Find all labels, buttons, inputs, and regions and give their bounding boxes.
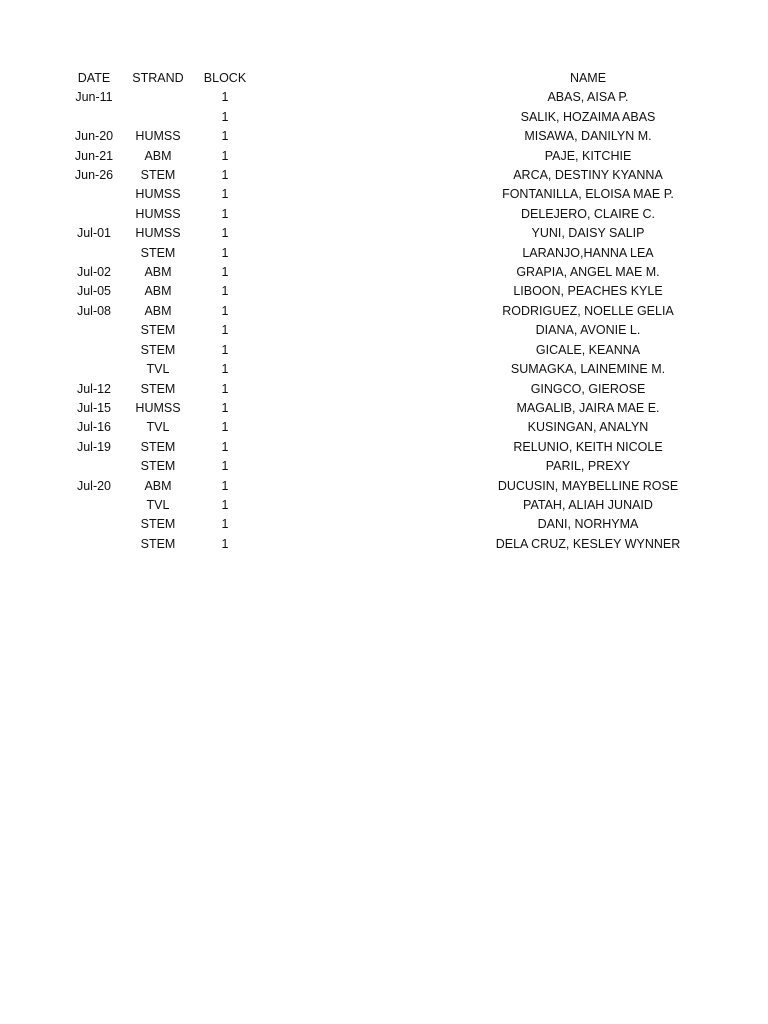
block-cell: 1 <box>221 517 229 532</box>
block-cell: 1 <box>221 362 229 377</box>
spacer-cell <box>263 418 443 437</box>
date-cell: Jul-20 <box>76 478 112 493</box>
spacer-cell <box>263 88 443 107</box>
strand-cell: HUMSS <box>135 129 181 144</box>
strand-cell: HUMSS <box>135 206 181 221</box>
name-cell: PARIL, PREXY <box>545 459 631 474</box>
block-cell: 1 <box>221 342 229 357</box>
date-cell <box>59 457 129 476</box>
table-row <box>59 166 733 185</box>
date-cell <box>59 535 129 554</box>
spacer-cell <box>263 147 443 166</box>
strand-cell: STEM <box>140 168 176 183</box>
block-cell: 1 <box>221 284 229 299</box>
date-cell <box>59 341 129 360</box>
date-cell: Jul-01 <box>76 226 112 241</box>
strand-cell: ABM <box>144 478 172 493</box>
name-cell: GICALE, KEANNA <box>535 342 641 357</box>
spacer-cell <box>263 185 443 204</box>
spacer-cell <box>263 360 443 379</box>
spacer-cell <box>263 282 443 301</box>
spacer-cell <box>263 205 443 224</box>
student-roster-table <box>59 69 733 554</box>
strand-cell: TVL <box>146 497 170 512</box>
table-row <box>59 224 733 243</box>
table-row <box>59 244 733 263</box>
table-row <box>59 457 733 476</box>
block-cell: 1 <box>221 265 229 280</box>
date-cell: Jul-05 <box>76 284 112 299</box>
block-cell: 1 <box>221 129 229 144</box>
strand-cell: HUMSS <box>135 226 181 241</box>
block-cell: 1 <box>221 400 229 415</box>
table-row <box>59 360 733 379</box>
table-row <box>59 380 733 399</box>
name-cell: DIANA, AVONIE L. <box>535 323 641 338</box>
table-row <box>59 282 733 301</box>
strand-cell: STEM <box>140 245 176 260</box>
strand-cell: ABM <box>144 265 172 280</box>
block-cell: 1 <box>221 536 229 551</box>
strand-cell: STEM <box>140 381 176 396</box>
table-row <box>59 418 733 437</box>
name-cell: ARCA, DESTINY KYANNA <box>513 168 663 183</box>
table-body <box>59 88 733 554</box>
spacer-cell <box>263 127 443 146</box>
block-cell: 1 <box>221 148 229 163</box>
date-cell <box>59 515 129 534</box>
date-cell <box>59 205 129 224</box>
table-row <box>59 477 733 496</box>
name-cell: FONTANILLA, ELOISA MAE P. <box>502 187 674 202</box>
date-cell: Jul-12 <box>76 381 112 396</box>
date-cell: Jul-15 <box>76 400 112 415</box>
spacer-cell <box>263 108 443 127</box>
block-cell: 1 <box>221 168 229 183</box>
table-row <box>59 496 733 515</box>
name-cell: DELEJERO, CLAIRE C. <box>520 206 656 221</box>
date-cell: Jun-21 <box>74 148 114 163</box>
date-cell <box>59 360 129 379</box>
date-cell <box>59 185 129 204</box>
spacer-cell <box>263 438 443 457</box>
strand-cell: STEM <box>140 342 176 357</box>
name-cell: RODRIGUEZ, NOELLE GELIA <box>502 303 674 318</box>
spacer-cell <box>263 496 443 515</box>
block-cell: 1 <box>221 206 229 221</box>
block-cell: 1 <box>221 187 229 202</box>
block-cell: 1 <box>221 478 229 493</box>
table-row <box>59 438 733 457</box>
column-header-date: DATE <box>77 71 111 85</box>
block-cell: 1 <box>221 420 229 435</box>
block-cell: 1 <box>221 497 229 512</box>
block-cell: 1 <box>221 439 229 454</box>
block-cell: 1 <box>221 323 229 338</box>
name-cell: LIBOON, PEACHES KYLE <box>513 284 663 299</box>
table-row <box>59 515 733 534</box>
block-cell: 1 <box>221 381 229 396</box>
table-row <box>59 205 733 224</box>
name-cell: PAJE, KITCHIE <box>544 148 632 163</box>
name-cell: DELA CRUZ, KESLEY WYNNER <box>495 536 681 551</box>
spacer-cell <box>263 399 443 418</box>
table-row <box>59 535 733 554</box>
table-row <box>59 108 733 127</box>
name-cell: MAGALIB, JAIRA MAE E. <box>516 400 660 415</box>
date-cell: Jul-02 <box>76 265 112 280</box>
date-cell <box>59 108 129 127</box>
date-cell <box>59 244 129 263</box>
date-cell: Jul-19 <box>76 439 112 454</box>
strand-cell: TVL <box>146 362 170 377</box>
date-cell: Jun-20 <box>74 129 114 144</box>
spacer-cell <box>263 535 443 554</box>
header-row <box>59 69 733 88</box>
table-row <box>59 185 733 204</box>
table-row <box>59 321 733 340</box>
table-row <box>59 127 733 146</box>
table-row <box>59 399 733 418</box>
strand-cell: ABM <box>144 148 172 163</box>
name-cell: GRAPIA, ANGEL MAE M. <box>516 265 660 280</box>
name-cell: DANI, NORHYMA <box>537 517 639 532</box>
name-cell: ABAS, AISA P. <box>547 90 629 105</box>
strand-cell <box>129 108 187 127</box>
block-cell: 1 <box>221 109 229 124</box>
spacer-cell <box>263 515 443 534</box>
strand-cell: TVL <box>146 420 170 435</box>
column-header-name: NAME <box>569 71 607 85</box>
spacer-cell <box>263 302 443 321</box>
column-header-strand: STRAND <box>132 71 184 85</box>
strand-cell: ABM <box>144 303 172 318</box>
table-row <box>59 88 733 107</box>
block-cell: 1 <box>221 459 229 474</box>
table-row <box>59 263 733 282</box>
strand-cell: ABM <box>144 284 172 299</box>
block-cell: 1 <box>221 226 229 241</box>
spacer-cell <box>263 380 443 399</box>
name-cell: SALIK, HOZAIMA ABAS <box>520 109 656 124</box>
column-spacer <box>263 69 443 88</box>
block-cell: 1 <box>221 90 229 105</box>
strand-cell: HUMSS <box>135 400 181 415</box>
date-cell: Jul-16 <box>76 420 112 435</box>
spacer-cell <box>263 166 443 185</box>
spacer-cell <box>263 224 443 243</box>
date-cell: Jul-08 <box>76 303 112 318</box>
strand-cell: STEM <box>140 323 176 338</box>
name-cell: DUCUSIN, MAYBELLINE ROSE <box>497 478 679 493</box>
block-cell: 1 <box>221 303 229 318</box>
date-cell <box>59 321 129 340</box>
table-row <box>59 147 733 166</box>
name-cell: MISAWA, DANILYN M. <box>524 129 652 144</box>
date-cell: Jun-11 <box>75 90 113 105</box>
strand-cell: STEM <box>140 536 176 551</box>
column-header-block: BLOCK <box>203 71 247 85</box>
strand-cell: STEM <box>140 459 176 474</box>
spacer-cell <box>263 457 443 476</box>
name-cell: YUNI, DAISY SALIP <box>531 226 645 241</box>
block-cell: 1 <box>221 245 229 260</box>
strand-cell <box>129 88 187 107</box>
name-cell: KUSINGAN, ANALYN <box>527 420 649 435</box>
spacer-cell <box>263 244 443 263</box>
name-cell: RELUNIO, KEITH NICOLE <box>513 439 663 454</box>
date-cell <box>59 496 129 515</box>
name-cell: GINGCO, GIEROSE <box>530 381 646 396</box>
name-cell: LARANJO,HANNA LEA <box>522 245 654 260</box>
strand-cell: HUMSS <box>135 187 181 202</box>
name-cell: SUMAGKA, LAINEMINE M. <box>510 362 666 377</box>
name-cell: PATAH, ALIAH JUNAID <box>523 497 653 512</box>
table-row <box>59 341 733 360</box>
table-row <box>59 302 733 321</box>
spacer-cell <box>263 341 443 360</box>
spacer-cell <box>263 263 443 282</box>
date-cell: Jun-26 <box>74 168 114 183</box>
strand-cell: STEM <box>140 439 176 454</box>
spacer-cell <box>263 477 443 496</box>
strand-cell: STEM <box>140 517 176 532</box>
spacer-cell <box>263 321 443 340</box>
